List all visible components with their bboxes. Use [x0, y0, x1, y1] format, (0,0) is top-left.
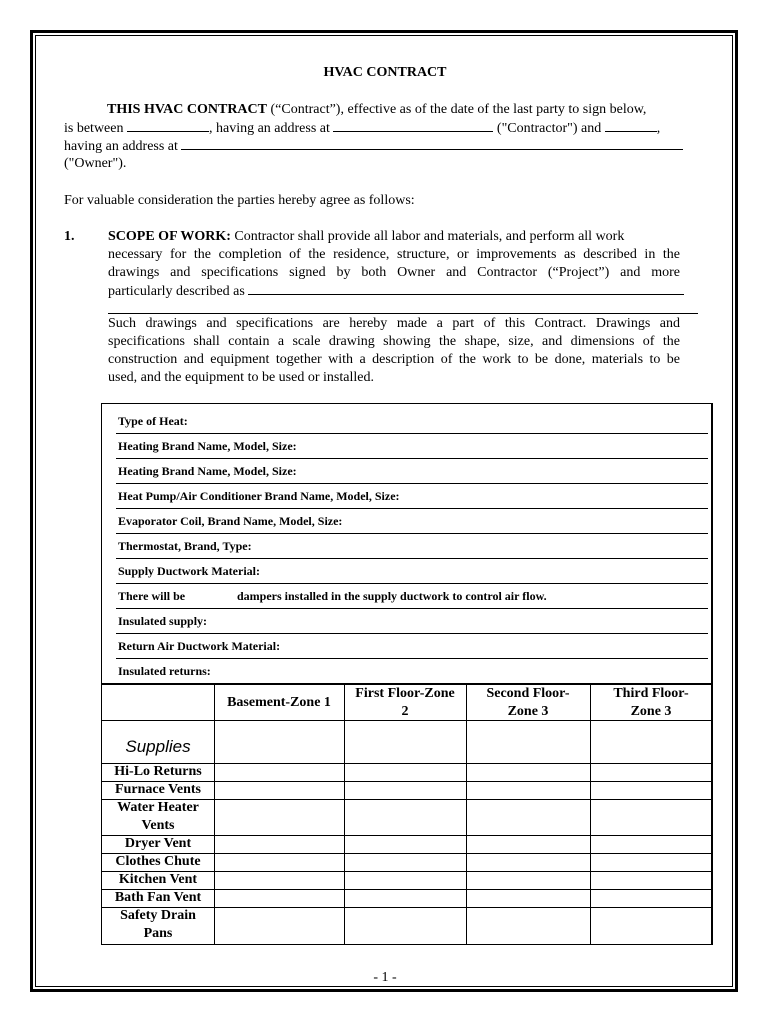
row-label-line: Clothes Chute — [115, 854, 201, 869]
intro-contract-name: THIS HVAC CONTRACT — [107, 102, 267, 117]
section-1-p2-line-4: used, and the equipment to be used or installed. — [108, 370, 374, 385]
column-header-line: Zone 3 — [630, 704, 672, 719]
intro-between: is between — [64, 121, 124, 136]
supplies-zone-table — [101, 683, 713, 945]
field-insulated-supply[interactable] — [116, 608, 708, 634]
column-header-line: First Floor-Zone — [355, 686, 455, 701]
row-label-line: Water Heater — [117, 800, 199, 815]
field-label: Heating Brand Name, Model, Size: — [118, 464, 297, 478]
row-label-dryer-vent — [102, 835, 214, 853]
field-label: Heating Brand Name, Model, Size: — [118, 439, 297, 453]
column-header-third-floor — [590, 685, 712, 721]
project-description-blank-2[interactable] — [108, 313, 698, 314]
section-1-p2-line-2: specifications shall contain a scale drawing showing the shape, size, and dimensions of the — [108, 334, 680, 349]
field-label: Thermostat, Brand, Type: — [118, 539, 252, 553]
field-dampers[interactable] — [116, 583, 708, 609]
field-heating-brand-2[interactable] — [116, 458, 708, 484]
intro-owner-label: ("Owner"). — [64, 156, 127, 171]
row-label-clothes-chute — [102, 853, 214, 871]
document-title: HVAC CONTRACT — [323, 65, 447, 80]
table-col-divider — [344, 685, 345, 945]
intro-line-2 — [64, 119, 704, 138]
row-label-line: Vents — [141, 818, 175, 833]
section-1-line-3: drawings and specifications signed by both Owner and Contractor (“Project”) and more — [108, 265, 680, 280]
column-header-basement — [214, 694, 344, 712]
row-label-hi-lo-returns — [102, 763, 214, 781]
field-insulated-returns[interactable] — [116, 658, 708, 684]
section-1-heading: SCOPE OF WORK: — [108, 229, 231, 244]
intro-line-1 — [107, 101, 695, 119]
section-1-line-4 — [108, 282, 700, 301]
column-header-line: Basement-Zone 1 — [227, 695, 331, 710]
section-1-line-1 — [108, 228, 680, 246]
field-thermostat[interactable] — [116, 533, 708, 559]
supplies-label: Supplies — [125, 737, 191, 756]
section-1-number: 1. — [64, 229, 75, 244]
intro-address-label: , having an address at — [208, 121, 330, 136]
owner-address-blank[interactable] — [181, 137, 683, 150]
row-label-water-heater-vents — [102, 799, 214, 835]
intro-line-1-text: (“Contract”), effective as of the date of the last party to sign below, — [267, 102, 647, 117]
field-supply-ductwork[interactable] — [116, 558, 708, 584]
equipment-fields-box — [101, 403, 713, 683]
field-label: Insulated supply: — [118, 614, 208, 628]
table-col-divider — [214, 685, 215, 945]
page-number: - 1 - — [373, 970, 397, 985]
section-1-p2-line-1: Such drawings and specifications are hereby made a part of this Contract. Drawings and — [108, 316, 680, 331]
field-label: Insulated returns: — [118, 664, 211, 678]
owner-name-blank[interactable] — [605, 119, 657, 132]
row-label-kitchen-vent — [102, 871, 214, 889]
row-label-furnace-vents — [102, 781, 214, 799]
column-header-line: Second Floor- — [486, 686, 570, 701]
table-col-divider — [466, 685, 467, 945]
row-label-safety-drain-pans — [102, 907, 214, 943]
row-label-line: Hi-Lo Returns — [114, 764, 202, 779]
dampers-label-a: There will be — [118, 589, 186, 603]
intro-contractor-label: ("Contractor") and — [493, 121, 602, 136]
row-label-line: Bath Fan Vent — [114, 890, 202, 905]
field-type-of-heat[interactable] — [116, 408, 708, 434]
column-header-first-floor — [344, 685, 466, 721]
project-description-label: particularly described as — [108, 284, 245, 299]
field-label: Evaporator Coil, Brand Name, Model, Size: — [118, 514, 343, 528]
field-label: Supply Ductwork Material: — [118, 564, 260, 578]
field-heat-pump[interactable] — [116, 483, 708, 509]
column-header-second-floor — [466, 685, 590, 721]
owner-address-label: having an address at — [64, 139, 178, 154]
contractor-address-blank[interactable] — [333, 119, 493, 132]
row-label-line: Furnace Vents — [115, 782, 201, 797]
row-label-line: Pans — [143, 926, 173, 941]
section-1-line-1-text: Contractor shall provide all labor and materials, and perform all work — [234, 229, 625, 244]
field-label: Type of Heat: — [118, 414, 188, 428]
field-label: Heat Pump/Air Conditioner Brand Name, Model, Size: — [118, 489, 400, 503]
field-evaporator-coil[interactable] — [116, 508, 708, 534]
row-label-line: Kitchen Vent — [118, 872, 198, 887]
field-label: Return Air Ductwork Material: — [118, 639, 281, 653]
column-header-line: 2 — [401, 704, 409, 719]
table-col-divider — [590, 685, 591, 945]
contractor-name-blank[interactable] — [127, 119, 209, 132]
row-label-line: Safety Drain — [120, 908, 196, 923]
project-description-blank-1[interactable] — [248, 282, 684, 295]
row-label-line: Dryer Vent — [124, 836, 192, 851]
row-label-bath-fan-vent — [102, 889, 214, 907]
consideration-text: For valuable consideration the parties hereby agree as follows: — [64, 193, 415, 208]
column-header-line: Third Floor- — [613, 686, 689, 701]
dampers-label-b: dampers installed in the supply ductwork to control air flow. — [237, 589, 547, 603]
field-return-air-ductwork[interactable] — [116, 633, 708, 659]
column-header-line: Zone 3 — [507, 704, 549, 719]
intro-comma: , — [656, 121, 661, 136]
field-heating-brand-1[interactable] — [116, 433, 708, 459]
intro-line-3 — [64, 137, 704, 156]
section-1-p2-line-3: construction and equipment together with a description of the work to be done, materials to be — [108, 352, 680, 367]
section-1-line-2: necessary for the completion of the residence, structure, or improvements as described in the — [108, 247, 680, 262]
